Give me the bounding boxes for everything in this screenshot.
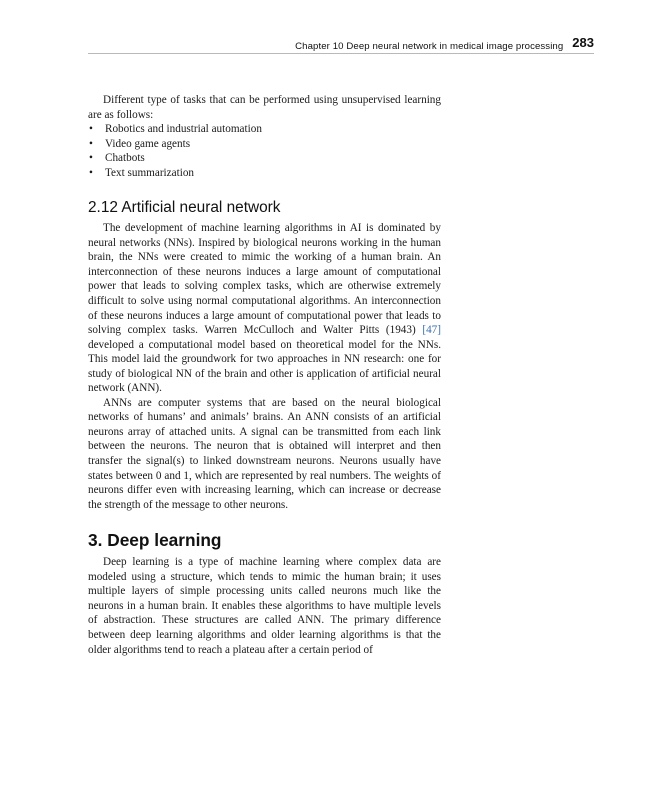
- chapter-title: Chapter 10 Deep neural network in medical image processing: [295, 41, 564, 52]
- ann-paragraph-1: The development of machine learning algorithms in AI is dominated by neural networks (NNs). Inspired by biological neurons working in the human brain, the NNs were created to mimic the working of a human brain. An interconnection of these neurons induces a large amount of computational power that leads to solving complex tasks, which are otherwise extremely difficult to solve using normal computational algorithms. An interconnection of these neurons induces a large amount of computational power that leads to solving complex tasks. Warren McCulloch and Walter Pitts (1943) [47] developed a computational model based on theoretical model for the NNs. This model laid the groundwork for two approaches in NN research: one for study of biological NN of the brain and other is application of artificial neural network (ANN).: [88, 222, 441, 395]
- citation-link[interactable]: [47]: [422, 324, 441, 337]
- page-number: 283: [572, 35, 594, 50]
- ann-paragraph-2: ANNs are computer systems that are based on the neural biological networks of humans’ and animals’ brains. An ANN consists of an artificial neurons array of attached units. A signal can be transmitted from each link between the neurons. The neuron that is obtained will interpret and then transfer the signal(s) to linked downstream neurons. Neurons usually have states between 0 and 1, which are represented by real numbers. The weights of neurons differ even with increasing learning, which can increase or decrease the strength of the message to other neurons.: [88, 396, 441, 511]
- section-heading-deep-learning: 3. Deep learning: [88, 530, 222, 551]
- bullet-icon: •: [89, 152, 93, 165]
- bullet-icon: •: [89, 137, 93, 150]
- deep-learning-paragraph: Deep learning is a type of machine learning where complex data are modeled using a structure, which tends to mimic the human brain; it uses multiple layers of simple processing units called neurons much like the neurons in a human brain. It enables these algorithms to have multiple levels of abstraction. These structures are called ANN. The primary difference between deep learning algorithms and older learning algorithms is that the older algorithms tend to reach a plateau after a certain period of: [88, 556, 441, 656]
- bullet-icon: •: [89, 166, 93, 179]
- running-header: [88, 33, 594, 54]
- list-item: • Video game agents: [89, 137, 191, 150]
- bullet-icon: •: [89, 123, 93, 136]
- list-item: • Robotics and industrial automation: [89, 123, 262, 136]
- list-item: • Text summarization: [89, 166, 195, 179]
- body-text: [88, 93, 441, 657]
- intro-paragraph: Different type of tasks that can be performed using unsupervised learning are as follows:: [88, 94, 441, 121]
- list-item: • Chatbots: [89, 152, 145, 165]
- task-list: [88, 122, 441, 180]
- section-heading-ann: 2.12 Artificial neural network: [88, 199, 281, 217]
